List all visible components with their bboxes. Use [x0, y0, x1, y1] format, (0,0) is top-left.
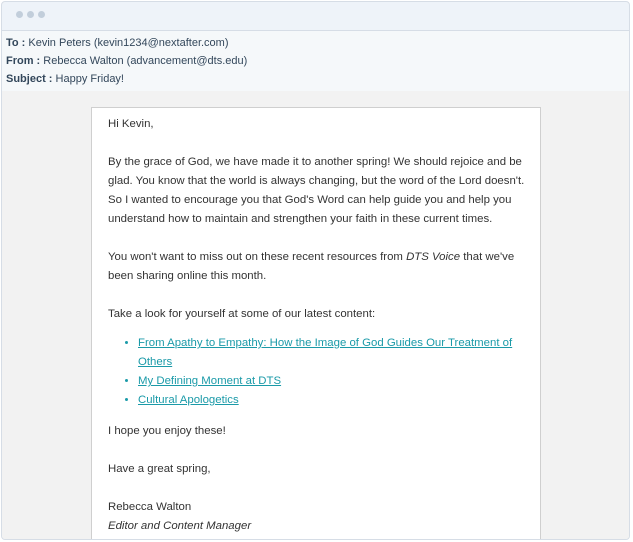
email-canvas	[2, 91, 629, 539]
title-bar	[2, 2, 629, 31]
dts-voice-emphasis: DTS Voice	[406, 251, 461, 263]
subject-value: Happy Friday!	[55, 73, 124, 85]
email-preview-window	[1, 1, 630, 540]
link-apathy-to-empathy[interactable]: From Apathy to Empathy: How the Image of God Guides Our Treatment of Others	[138, 337, 513, 368]
signature-name: Rebecca Walton	[108, 501, 192, 513]
subject-row	[6, 70, 625, 88]
to-label: To :	[6, 37, 26, 49]
window-controls	[16, 11, 45, 18]
window-dot-icon[interactable]	[27, 11, 34, 18]
email-body	[91, 107, 541, 540]
list-item	[138, 372, 530, 391]
to-value: Kevin Peters (kevin1234@nextafter.com)	[28, 37, 229, 49]
from-value: Rebecca Walton (advancement@dts.edu)	[43, 55, 248, 67]
body-paragraph-2	[108, 248, 530, 286]
email-headers	[2, 31, 629, 93]
window-dot-icon[interactable]	[16, 11, 23, 18]
to-row	[6, 34, 625, 52]
list-item	[138, 391, 530, 410]
body-paragraph-3: Take a look for yourself at some of our latest content:	[108, 308, 376, 320]
window-dot-icon[interactable]	[38, 11, 45, 18]
link-cultural-apologetics[interactable]: Cultural Apologetics	[138, 394, 239, 406]
signature-title-line	[108, 517, 530, 536]
body-paragraph-1: By the grace of God, we have made it to another spring! We should rejoice and be glad. You know that the world is always changing, but the word of the Lord doesn't. So I wanted to encourage you that God's Word can help guide you and help you understand how to maintain and strengthen your faith in these current times.	[108, 156, 525, 225]
resource-link-list	[108, 334, 530, 410]
from-row	[6, 52, 625, 70]
list-item	[138, 334, 530, 372]
from-label: From :	[6, 55, 41, 67]
subject-label: Subject :	[6, 73, 53, 85]
paragraph-2-text-end: that we've been sharing online this month.	[108, 251, 515, 282]
greeting: Hi Kevin,	[108, 118, 154, 130]
paragraph-2-text-start: You won't want to miss out on these recent resources from	[108, 251, 407, 263]
closing-line: Have a great spring,	[108, 463, 211, 475]
signature-title: Editor and Content Manager	[108, 520, 252, 532]
link-my-defining-moment[interactable]: My Defining Moment at DTS	[138, 375, 282, 387]
body-paragraph-4: I hope you enjoy these!	[108, 425, 226, 437]
